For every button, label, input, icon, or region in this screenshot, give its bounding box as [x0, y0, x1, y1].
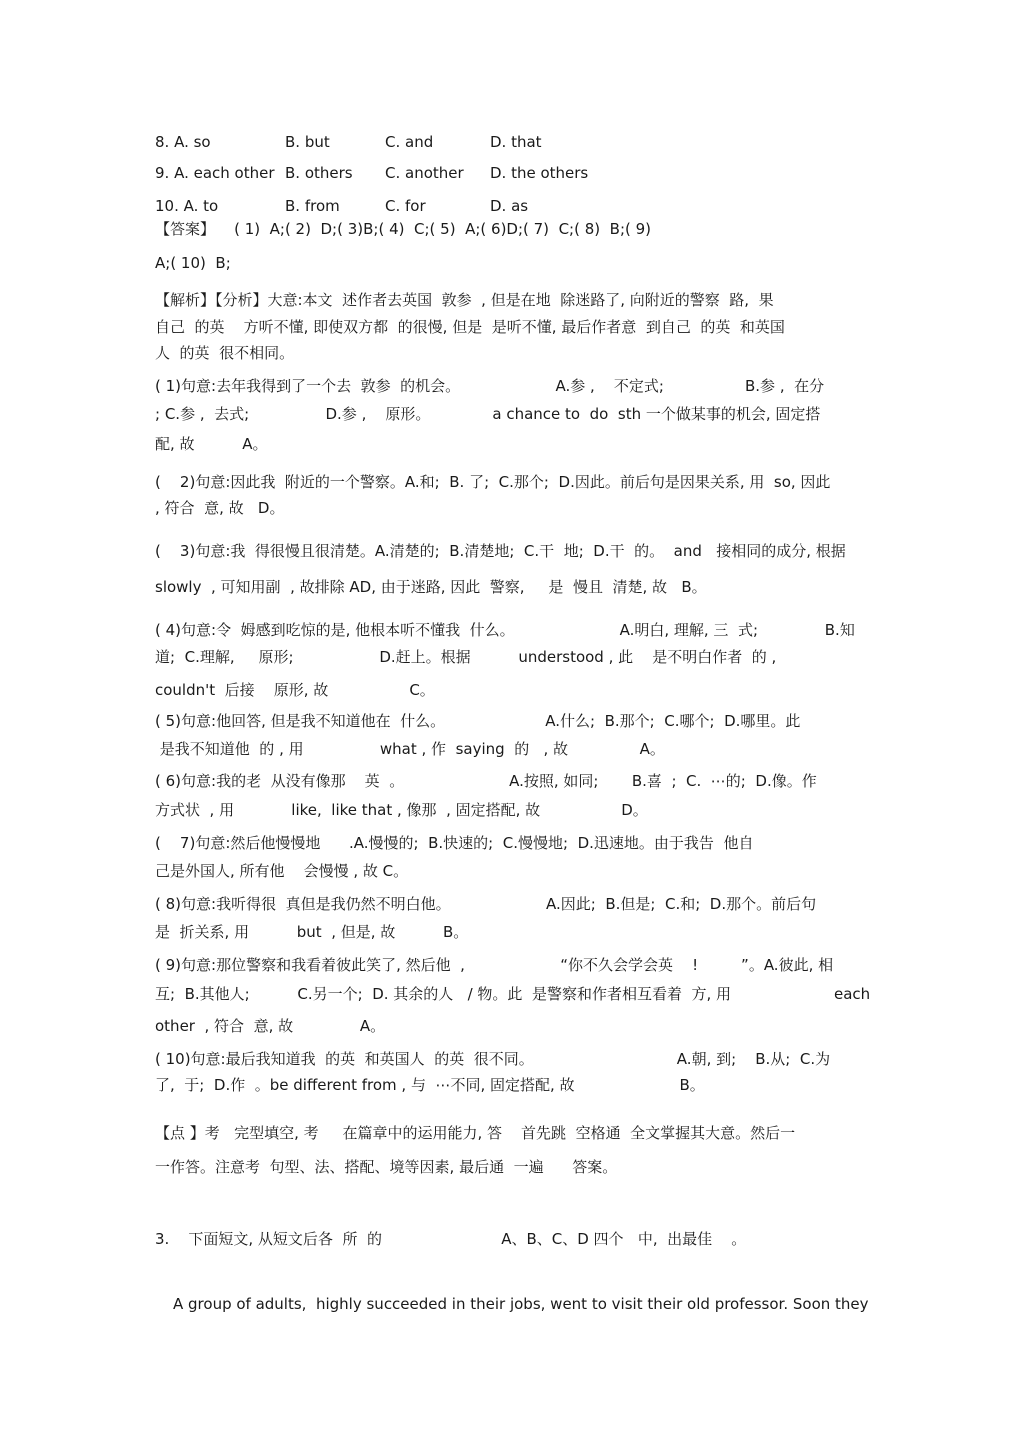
answer-line-1: 【答案】 ( 1) A;( 2) D;( 3)B;( 4) C;( 5) A;( 6)D;( 7) C;( 8) B;( 9) [155, 220, 652, 238]
option-9-a: 9. A. each other [155, 164, 275, 182]
q3-line-2: slowly , 可知用副 , 故排除 AD, 由于迷路, 因此 警察, 是 慢且 清楚, 故 B。 [155, 578, 707, 596]
option-10-c: C. for [385, 197, 426, 215]
q9-line-2: 互; B.其他人; C.另一个; D. 其余的人 / 物。此 是警察和作者相互看着 方, 用 [155, 985, 732, 1003]
q6-line-1: ( 6)句意:我的老 从没有像那 英 。 A.按照, 如同; B.喜 ; C. ⋯的; D.像。作 [155, 772, 817, 790]
q7-line-2: 己是外国人, 所有他 会慢慢 , 故 C。 [155, 862, 409, 880]
point-line-2: 一作答。注意考 句型、法、搭配、境等因素, 最后通 一遍 答案。 [155, 1158, 618, 1176]
q9-each-word: each [834, 985, 871, 1003]
option-9-b: B. others [285, 164, 353, 182]
analysis-intro-3: 人 的英 很不相同。 [155, 344, 295, 362]
section-3-heading: 3. 下面短文, 从短文后各 所 的 A、B、C、D 四个 中, 出最佳 。 [155, 1230, 747, 1248]
option-8-a: 8. A. so [155, 133, 211, 151]
analysis-intro-1: 【解析】【分析】大意:本文 述作者去英国 敦参 , 但是在地 除迷路了, 向附近的警察 路, 果 [155, 291, 774, 309]
q1-line-1: ( 1)句意:去年我得到了一个去 敦参 的机会。 A.参 , 不定式; B.参 , 在分 [155, 377, 825, 395]
q7-line-1: ( 7)句意:然后他慢慢地 .A.慢慢的; B.快速的; C.慢慢地; D.迅速地。由于我告 他自 [155, 834, 754, 852]
q8-line-2: 是 折关系, 用 but , 但是, 故 B。 [155, 923, 469, 941]
q2-line-2: , 符合 意, 故 D。 [155, 499, 285, 517]
option-10-a: 10. A. to [155, 197, 219, 215]
option-9-d: D. the others [490, 164, 589, 182]
option-9-c: C. another [385, 164, 464, 182]
option-8-c: C. and [385, 133, 434, 151]
q10-line-1: ( 10)句意:最后我知道我 的英 和英国人 的英 很不同。 A.朝, 到; B.从; C.为 [155, 1050, 831, 1068]
q1-line-3: 配, 故 A。 [155, 435, 268, 453]
q2-line-1: ( 2)句意:因此我 附近的一个警察。A.和; B. 了; C.那个; D.因此。前后句是因果关系, 用 so, 因此 [155, 473, 831, 491]
q4-line-1: ( 4)句意:令 姆感到吃惊的是, 他根本听不懂我 什么。 A.明白, 理解, 三 式; B.知 [155, 621, 855, 639]
q10-line-2: 了, 于; D.作 。be different from , 与 ⋯不同, 固定搭配, 故 B。 [155, 1076, 705, 1094]
answer-line-2: A;( 10) B; [155, 254, 231, 272]
option-10-d: D. as [490, 197, 529, 215]
option-8-d: D. that [490, 133, 542, 151]
q4-line-2: 道; C.理解, 原形; D.赶上。根据 understood , 此 是不明白作者 的 , [155, 648, 777, 666]
point-line-1: 【点 】考 完型填空, 考 在篇章中的运用能力, 答 首先跳 空格通 全文掌握其大意。然后一 [155, 1124, 796, 1142]
analysis-intro-2: 自己 的英 方听不懂, 即使双方都 的很慢, 但是 是听不懂, 最后作者意 到自己 的英 和英国 [155, 318, 785, 336]
q9-line-1: ( 9)句意:那位警察和我看着彼此笑了, 然后他 , “你不久会学会英 ! ”。A.彼此, 相 [155, 956, 834, 974]
option-8-b: B. but [285, 133, 330, 151]
section-3-passage: A group of adults, highly succeeded in their jobs, went to visit their old professor. Soon they [173, 1295, 869, 1313]
q6-line-2: 方式状 , 用 like, like that , 像那 , 固定搭配, 故 D。 [155, 801, 648, 819]
q8-line-1: ( 8)句意:我听得很 真但是我仍然不明白他。 A.因此; B.但是; C.和; D.那个。前后句 [155, 895, 817, 913]
option-10-b: B. from [285, 197, 340, 215]
q5-line-1: ( 5)句意:他回答, 但是我不知道他在 什么。 A.什么; B.那个; C.哪个; D.哪里。此 [155, 712, 801, 730]
q1-line-2: ; C.参 , 去式; D.参 , 原形。 a chance to do sth 一个做某事的机会, 固定搭 [155, 405, 821, 423]
q4-line-3: couldn't 后接 原形, 故 C。 [155, 681, 435, 699]
q3-line-1: ( 3)句意:我 得很慢且很清楚。A.清楚的; B.清楚地; C.干 地; D.干 的。 and 接相同的成分, 根据 [155, 542, 846, 560]
q5-line-2: 是我不知道他 的 , 用 what , 作 saying 的 , 故 A。 [155, 740, 665, 758]
q9-line-3: other , 符合 意, 故 A。 [155, 1017, 386, 1035]
